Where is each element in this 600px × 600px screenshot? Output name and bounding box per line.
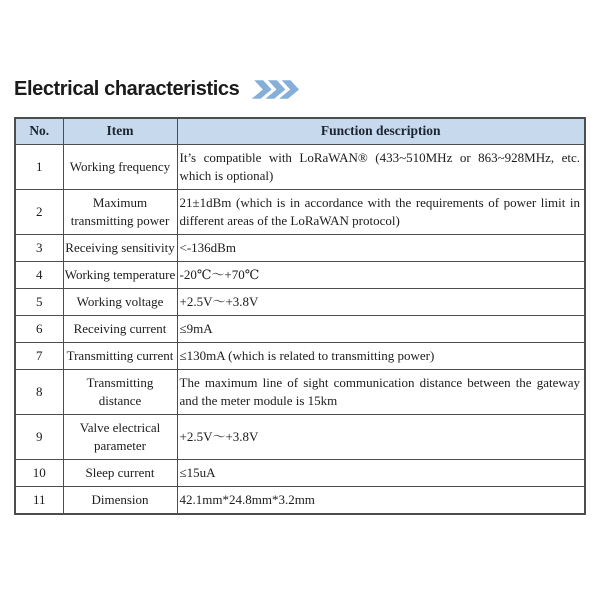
table-row	[15, 459, 585, 486]
row-number-cell: 3	[15, 234, 63, 261]
table-body	[15, 144, 585, 514]
description-cell: <-136dBm	[177, 234, 585, 261]
row-number-cell: 8	[15, 369, 63, 414]
description-cell: +2.5V～+3.8V	[177, 414, 585, 459]
table-row	[15, 315, 585, 342]
row-number-cell: 10	[15, 459, 63, 486]
description-cell: ≤15uA	[177, 459, 585, 486]
description-cell: -20℃～+70℃	[177, 261, 585, 288]
row-number-cell: 7	[15, 342, 63, 369]
item-cell: Working voltage	[63, 288, 177, 315]
table-row	[15, 486, 585, 514]
item-cell: Valve electrical parameter	[63, 414, 177, 459]
table-row	[15, 369, 585, 414]
item-cell: Transmitting distance	[63, 369, 177, 414]
table-row	[15, 261, 585, 288]
triple-chevron-icon	[252, 80, 302, 99]
item-cell: Sleep current	[63, 459, 177, 486]
table-header	[15, 118, 585, 144]
item-cell: Receiving sensitivity	[63, 234, 177, 261]
row-number-cell: 9	[15, 414, 63, 459]
description-cell: 21±1dBm (which is in accordance with the requirements of power limit in different areas of the LoRaWAN protocol)	[177, 189, 585, 234]
row-number-cell: 11	[15, 486, 63, 514]
item-cell: Transmitting current	[63, 342, 177, 369]
table-row	[15, 234, 585, 261]
column-header-item: Item	[63, 118, 177, 144]
page-title: Electrical characteristics	[14, 78, 240, 100]
row-number-cell: 4	[15, 261, 63, 288]
row-number-cell: 2	[15, 189, 63, 234]
table-row	[15, 288, 585, 315]
description-cell: ≤9mA	[177, 315, 585, 342]
description-cell: ≤130mA (which is related to transmitting power)	[177, 342, 585, 369]
row-number-cell: 5	[15, 288, 63, 315]
item-cell: Working frequency	[63, 144, 177, 189]
row-number-cell: 6	[15, 315, 63, 342]
column-header-no: No.	[15, 118, 63, 144]
item-cell: Working temperature	[63, 261, 177, 288]
table-row	[15, 144, 585, 189]
row-number-cell: 1	[15, 144, 63, 189]
header-row	[15, 118, 585, 144]
column-header-function-description: Function description	[177, 118, 585, 144]
table-row	[15, 414, 585, 459]
item-cell: Receiving current	[63, 315, 177, 342]
description-cell: The maximum line of sight communication distance between the gateway and the meter module is 15km	[177, 369, 585, 414]
description-cell: +2.5V～+3.8V	[177, 288, 585, 315]
title-row	[14, 78, 300, 101]
description-cell: 42.1mm*24.8mm*3.2mm	[177, 486, 585, 514]
table-row	[15, 342, 585, 369]
item-cell: Maximum transmitting power	[63, 189, 177, 234]
table-row	[15, 189, 585, 234]
description-cell: It’s compatible with LoRaWAN® (433~510MHz or 863~928MHz, etc. which is optional)	[177, 144, 585, 189]
item-cell: Dimension	[63, 486, 177, 514]
electrical-characteristics-table	[14, 117, 586, 515]
